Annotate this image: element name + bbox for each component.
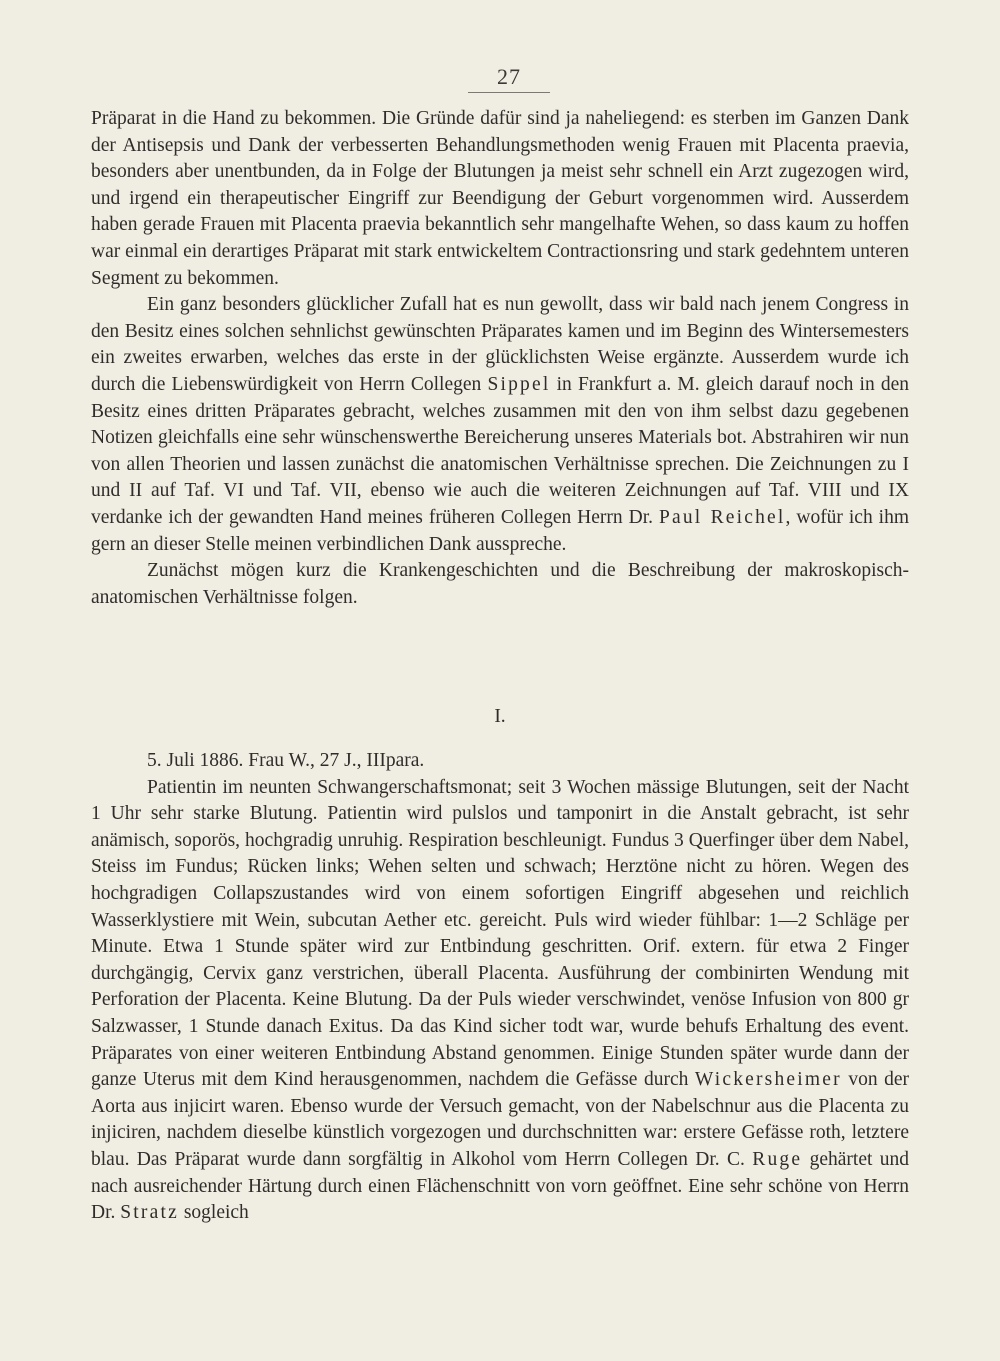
paragraph-2-text-c: , wofür ich ihm gern an dieser Stelle meinen verbindlichen Dank ausspreche. xyxy=(91,506,909,555)
case-body-text-c: gehärtet und nach ausreichender Härtung durch einen Flächenschnitt von vorn geöffnet. Eine sehr schöne von Herrn Dr. xyxy=(91,1148,909,1224)
paragraph-3: Zunächst mögen kurz die Krankengeschichten und die Beschreibung der makroskopisch-anatomischen Verhältnisse folgen. xyxy=(91,560,909,608)
person-name-sippel: Sippel xyxy=(487,373,551,395)
paragraph-2-text-b: in Frankfurt a. M. gleich darauf noch in den Besitz eines dritten Präparates gebracht, welches zusammen mit den von ihm selbst dazu gegebenen Notizen gleichfalls eine sehr wünschenswerthe Bereicherung unseres Materials bot. Abstrahiren wir nun von allen Theorien und lassen zunächst die anatomischen Verhältnisse sprechen. Die Zeichnungen zu I und II auf Taf. VI und Taf. VII, ebenso wie auch die weiteren Zeichnungen auf Taf. VIII und IX verdanke ich der gewandten Hand meines früheren Collegen Herrn Dr. xyxy=(91,373,910,528)
paragraph-2 xyxy=(91,292,909,558)
person-name-wickersheimer: Wickersheimer xyxy=(694,1069,842,1091)
case-body-text-b: von der Aorta aus injicirt waren. Ebenso wurde der Versuch gemacht, von der Nabelschnur aus die Placenta zu injiciren, nachdem dieselbe künstlich vorgezogen und durchschnitten war: erstere Gefässe roth, letztere blau. Das Präparat wurde dann sorgfältig in Alkohol vom Herrn Collegen Dr. C. xyxy=(91,1069,910,1170)
case-body-text-d: sogleich xyxy=(178,1202,249,1224)
person-name-reichel: Paul Reichel xyxy=(658,506,786,528)
header-rule xyxy=(468,92,550,93)
section-number: I. xyxy=(494,706,506,727)
person-name-stratz: Stratz xyxy=(120,1202,179,1224)
page-number: 27 xyxy=(497,64,521,89)
person-name-ruge: Ruge xyxy=(752,1148,803,1170)
intro-text xyxy=(91,106,909,611)
case-body-text-a: Patientin im neunten Schwangerschaftsmonat; seit 3 Wochen mässige Blutungen, seit der Nacht 1 Uhr sehr starke Blutung. Patientin wird pulslos und tamponirt in die Anstalt gebracht, ist sehr anämisch, soporös, hochgradig unruhig. Respiration beschleunigt. Fundus 3 Querfinger über dem Nabel, Steiss im Fundus; Rücken links; Wehen selten und schwach; Herztöne nicht zu hören. Wegen des hochgradigen Collapszustandes wird von einem sofortigen Eingriff abgesehen und reichlich Wasserklystiere mit Wein, subcutan Aether etc. gereicht. Puls wird wieder fühlbar: 1—2 Schläge per Minute. Etwa 1 Stunde später wird zur Entbindung geschritten. Orif. extern. für etwa 2 Finger durchgängig, Cervix ganz verstrichen, überall Placenta. Ausführung der combinirten Wendung mit Perforation der Placenta. Keine Blutung. Da der Puls wieder verschwindet, venöse Infusion von 800 gr Salzwasser, 1 Stunde danach Exitus. Da das Kind sicher todt war, wurde behufs Erhaltung des event. Präparates von einer weiteren Entbindung Abstand genommen. Einige Stunden später wurde dann der ganze Uterus mit dem Kind herausgenommen, nachdem die Gefässe durch xyxy=(91,776,909,1091)
case-heading: 5. Juli 1886. Frau W., 27 J., IIIpara. xyxy=(147,750,425,771)
paragraph-2-text-a: Ein ganz besonders glücklicher Zufall hat es nun gewollt, dass wir bald nach jenem Congress in den Besitz eines solchen sehnlichst gewünschten Präparates kamen und im Beginn des Wintersemesters ein zweites erwarben, welches das erste in der glücklichsten Weise ergänzte. Ausserdem wurde ich durch die Liebenswürdigkeit von Herrn Collegen xyxy=(91,294,909,395)
case-body xyxy=(91,775,909,1227)
page-header xyxy=(468,64,550,93)
case-report xyxy=(91,748,909,1227)
paragraph-1: Präparat in die Hand zu bekommen. Die Gründe dafür sind ja naheliegend: es sterben im Ganzen Dank der Antisepsis und Dank der verbesserten Behandlungsmethoden wenig Frauen mit Placenta praevia, besonders aber unentbunden, da in Folge der Blutungen ja meist sehr schnell ein Arzt zugezogen wird, und irgend ein therapeutischer Eingriff zur Beendigung der Geburt vorgenommen wird. Ausserdem haben gerade Frauen mit Placenta praevia bekanntlich sehr mangelhafte Wehen, so dass kaum zu hoffen war einmal ein derartiges Präparat mit stark entwickeltem Contractionsring und stark gedehntem unteren Segment zu bekommen. xyxy=(91,108,909,289)
